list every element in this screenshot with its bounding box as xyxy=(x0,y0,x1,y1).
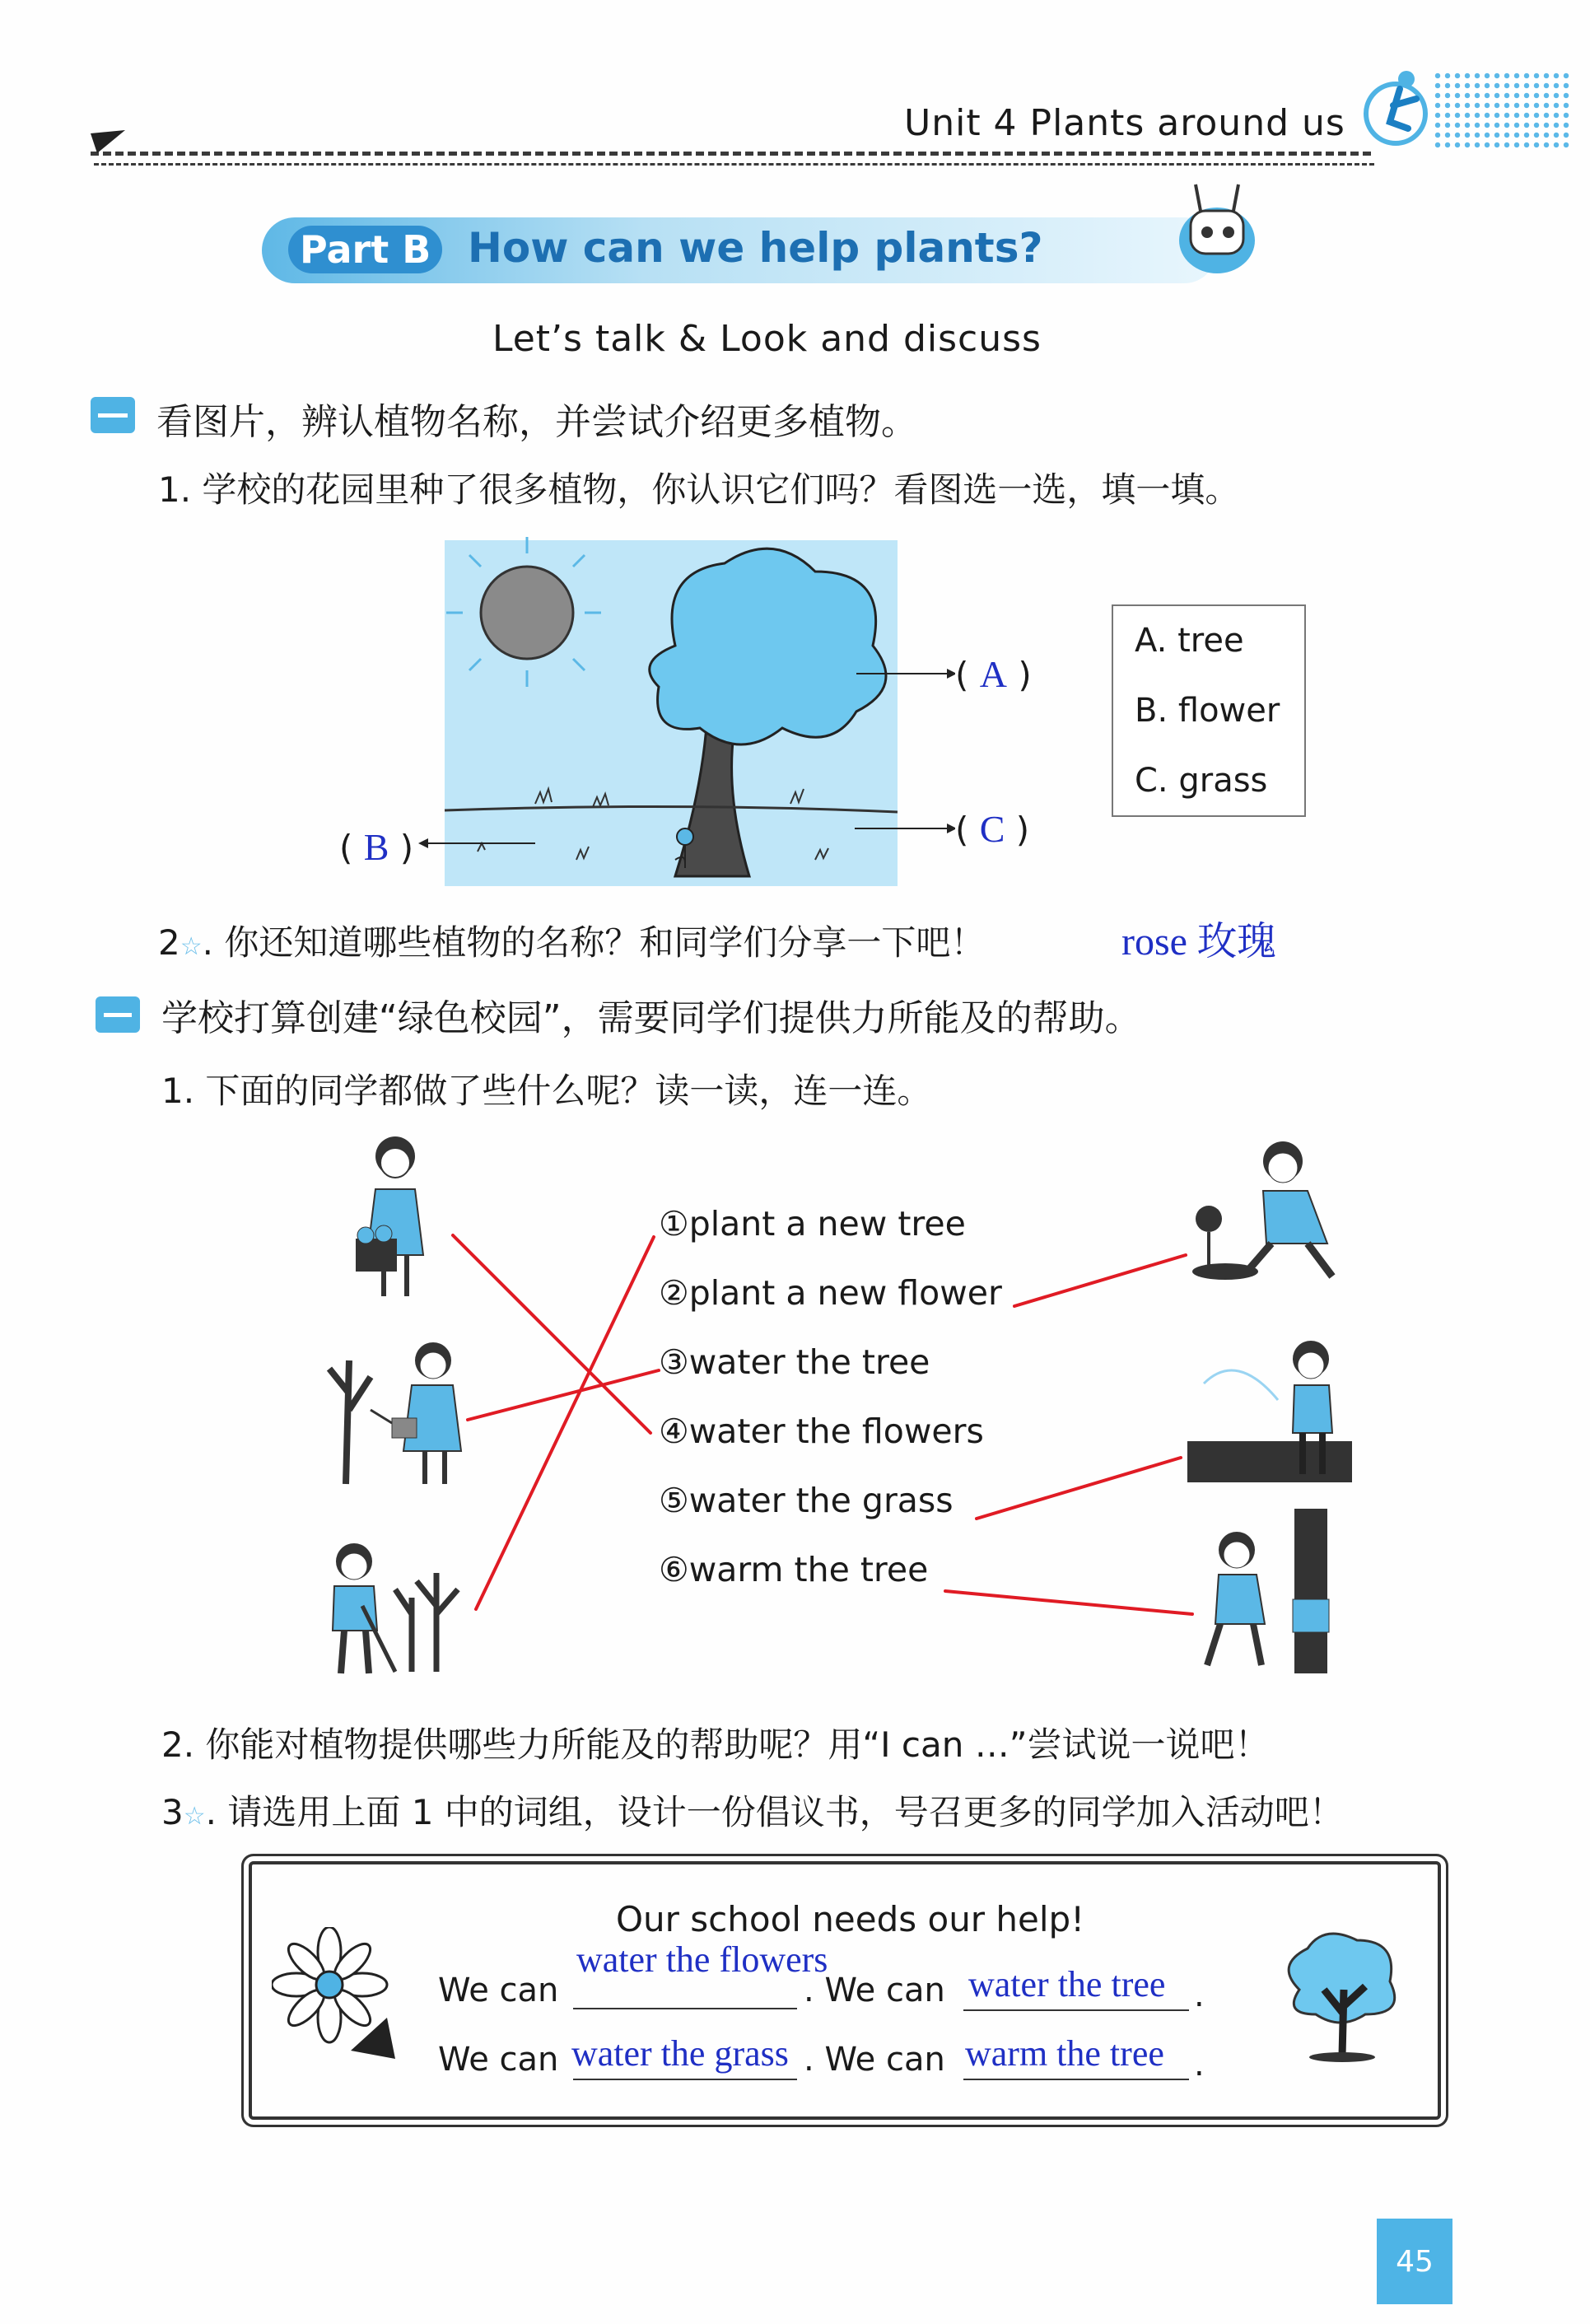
proposal-answer-1: water the flowers xyxy=(576,1939,828,1980)
match-line xyxy=(476,1237,654,1609)
option-grass: C. grass xyxy=(1135,762,1268,800)
option-tree: A. tree xyxy=(1135,622,1244,660)
blue-tree-icon xyxy=(1266,1924,1415,2064)
tree-answer: A xyxy=(979,653,1007,695)
period: . xyxy=(1194,1976,1205,2014)
phrase-3: ③water the tree xyxy=(659,1342,930,1382)
question-1-1: 1. 学校的花园里种了很多植物，你认识它们吗？看图选一选，填一填。 xyxy=(158,469,1240,510)
proposal-title: Our school needs our help! xyxy=(616,1899,1085,1939)
question-2-1: 1. 下面的同学都做了些什么呢？读一读，连一连。 xyxy=(161,1071,932,1111)
answer-line xyxy=(573,2008,797,2009)
answer-line xyxy=(963,2009,1189,2011)
match-line xyxy=(945,1591,1192,1614)
phrase-4: ④water the flowers xyxy=(659,1412,984,1451)
unit-title: Unit 4 Plants around us xyxy=(904,102,1345,144)
phrase-1: ①plant a new tree xyxy=(659,1204,966,1244)
question-2-2: 2. 你能对植物提供哪些力所能及的帮助呢？用“I can …”尝试说一说吧！ xyxy=(161,1724,1270,1765)
section-one-heading: 看图片，辨认植物名称，并尝试介绍更多植物。 xyxy=(156,401,917,443)
bracket-open: ( xyxy=(955,655,980,695)
we-can-label: . We can xyxy=(804,1972,945,2009)
match-line xyxy=(1014,1255,1186,1306)
proposal-answer-2: water the tree xyxy=(968,1964,1166,2004)
star-icon: ☆ xyxy=(180,932,203,961)
bracket-close: ) xyxy=(1005,810,1030,850)
question-text: . 请选用上面 1 中的词组，设计一份倡议书，号召更多的同学加入活动吧！ xyxy=(205,1792,1344,1832)
phrase-2: ②plant a new flower xyxy=(659,1273,1002,1313)
section-two-heading: 学校打算创建“绿色校园”，需要同学们提供力所能及的帮助。 xyxy=(161,997,1141,1039)
question-number: 3 xyxy=(161,1792,184,1832)
option-flower: B. flower xyxy=(1135,692,1280,730)
period: . xyxy=(1194,2046,1205,2084)
match-line xyxy=(977,1458,1181,1519)
question-number: 2 xyxy=(158,922,180,963)
bracket-close: ) xyxy=(1006,655,1032,695)
daisy-icon xyxy=(272,1927,412,2067)
proposal-answer-4: warm the tree xyxy=(965,2033,1164,2074)
proposal-answer-3: water the grass xyxy=(571,2033,789,2074)
match-line xyxy=(453,1235,650,1433)
we-can-label: . We can xyxy=(804,2041,945,2079)
part-title: How can we help plants? xyxy=(468,224,1043,272)
we-can-text: We can xyxy=(824,1972,945,2009)
phrase-5: ⑤water the grass xyxy=(659,1481,954,1520)
phrase-6: ⑥warm the tree xyxy=(659,1550,929,1589)
bracket-open: ( xyxy=(955,810,980,850)
question-text: . 你还知道哪些植物的名称？和同学们分享一下吧！ xyxy=(202,922,986,963)
question-2-3 xyxy=(161,1785,1344,1835)
page-number: 45 xyxy=(1377,2219,1452,2304)
answer-line xyxy=(963,2079,1189,2080)
bracket-open: ( xyxy=(339,828,364,868)
part-label: Part B xyxy=(288,226,442,273)
answer-line xyxy=(573,2079,797,2080)
star-icon: ☆ xyxy=(183,1802,206,1831)
lesson-subtitle: Let’s talk & Look and discuss xyxy=(492,318,1042,360)
flower-answer: B xyxy=(363,826,389,868)
bracket-close: ) xyxy=(389,828,414,868)
we-can-label: We can xyxy=(438,2041,559,2079)
we-can-label: We can xyxy=(438,1972,559,2009)
plant-name-answer: rose 玫瑰 xyxy=(1121,920,1276,964)
we-can-text: We can xyxy=(824,2041,945,2079)
grass-answer: C xyxy=(979,808,1005,850)
